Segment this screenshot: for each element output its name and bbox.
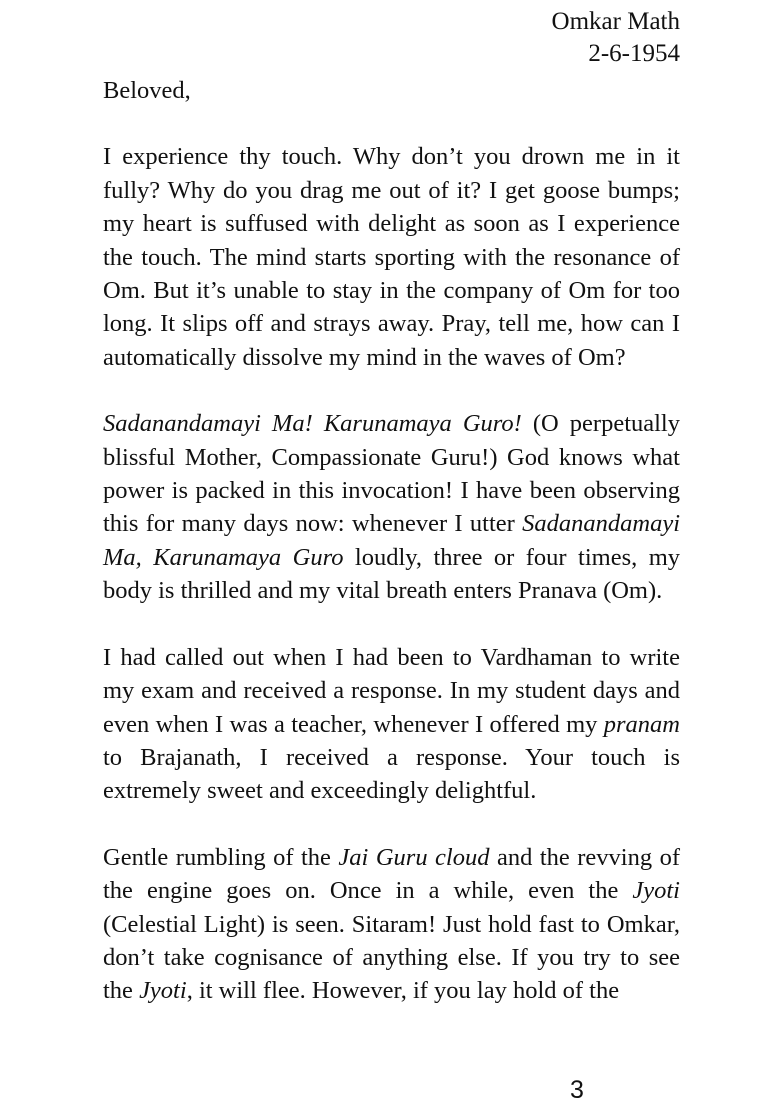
invocation-italic: Sadanandamayi bbox=[522, 510, 680, 538]
text-line: long. It slips off and strays away. Pray, tell me, how can I bbox=[103, 310, 680, 338]
text-line bbox=[103, 507, 680, 540]
text-run: the bbox=[103, 977, 140, 1005]
salutation: Beloved, bbox=[103, 77, 191, 104]
text-line: my exam and received a response. In my student days and bbox=[103, 677, 680, 705]
text-line: the touch. The mind starts sporting with the resonance of bbox=[103, 243, 680, 271]
text-line bbox=[103, 974, 680, 1007]
text-line bbox=[103, 541, 680, 574]
text-line: extremely sweet and exceedingly delightful. bbox=[103, 777, 537, 805]
text-line bbox=[103, 874, 680, 907]
invocation-italic: Ma, Karunamaya Guro bbox=[103, 543, 344, 571]
text-run: Gentle rumbling of the bbox=[103, 843, 339, 871]
text-line: my heart is suffused with delight as soon as I experience bbox=[103, 210, 680, 238]
text-line: body is thrilled and my vital breath enters Pranava (Om). bbox=[103, 577, 663, 605]
text-line: automatically dissolve my mind in the waves of Om? bbox=[103, 343, 626, 371]
text-line: to Brajanath, I received a response. Your touch is bbox=[103, 743, 680, 771]
text-line bbox=[103, 708, 680, 741]
page-number: 3 bbox=[570, 1076, 584, 1104]
text-run: the engine goes on. Once in a while, even the bbox=[103, 877, 633, 905]
text-line: (Celestial Light) is seen. Sitaram! Just hold fast to Omkar, bbox=[103, 910, 680, 938]
text-run: , it will flee. However, if you lay hold of the bbox=[186, 977, 620, 1005]
paragraph-3 bbox=[103, 641, 680, 808]
text-run: this for many days now: whenever I utter bbox=[103, 510, 523, 538]
text-line: don’t take cognisance of anything else. If you try to see bbox=[103, 943, 680, 971]
letter-body bbox=[103, 74, 680, 1008]
text-run: and the revving of bbox=[489, 843, 680, 871]
text-line: fully? Why do you drag me out of it? I get goose bumps; bbox=[103, 176, 680, 204]
paragraph-4 bbox=[103, 841, 680, 1008]
text-line: I experience thy touch. Why don’t you drown me in it bbox=[103, 143, 680, 171]
jyoti-italic: Jyoti bbox=[139, 977, 187, 1005]
jyoti-italic: Jyoti bbox=[632, 877, 680, 905]
text-run: (O perpetually bbox=[521, 410, 680, 438]
pranam-italic: pranam bbox=[603, 710, 680, 738]
text-line: blissful Mother, Compassionate Guru!) God knows what bbox=[103, 443, 680, 471]
text-run: loudly, three or four times, my bbox=[343, 543, 680, 571]
text-line: I had called out when I had been to Vardhaman to write bbox=[103, 643, 680, 671]
paragraph-2 bbox=[103, 407, 680, 607]
paragraph-1 bbox=[103, 140, 680, 374]
text-line bbox=[103, 841, 680, 874]
text-run: even when I was a teacher, whenever I offered my bbox=[103, 710, 604, 738]
jai-guru-italic: Jai Guru cloud bbox=[338, 843, 490, 871]
text-line: Om. But it’s unable to stay in the company of Om for too bbox=[103, 277, 680, 305]
letter-header bbox=[552, 6, 680, 70]
invocation-italic: Sadanandamayi Ma! Karunamaya Guro! bbox=[103, 410, 522, 438]
letter-date: 2-6-1954 bbox=[588, 40, 680, 67]
letter-place: Omkar Math bbox=[551, 8, 680, 35]
text-line: power is packed in this invocation! I have been observing bbox=[103, 477, 680, 505]
text-line bbox=[103, 407, 680, 440]
